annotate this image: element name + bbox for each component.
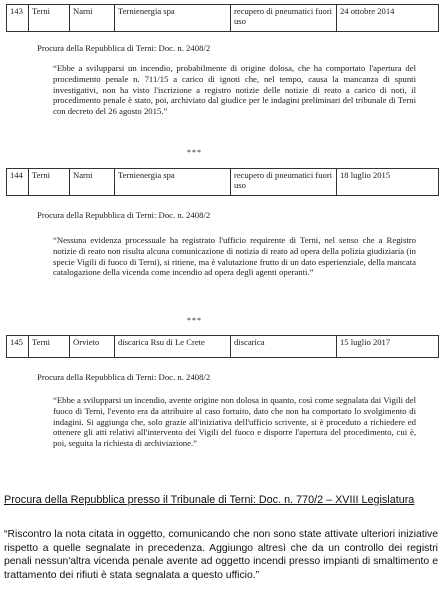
quote-text: “Nessuna evidenza processuale ha registrato l'ufficio requirente di Terni, nel senso che a Registro notizie di reato non risulta alcuna comunicazione di notizia di reato ad opera della polizia giudiziaria (in specie Vigili di fuoco di Terni), si ritiene, ma è valutazione frutto di un dato esperienziale, della mancata catalogazione della vicenda come incendio ad opera degli agenti operanti.” <box>53 235 416 278</box>
source-citation: Procura della Repubblica di Terni: Doc. n. 2408/2 <box>37 210 211 220</box>
record-number: 143 <box>7 5 29 32</box>
record-date: 18 luglio 2015 <box>337 169 439 196</box>
table-row <box>7 169 439 196</box>
table-row <box>7 336 439 358</box>
record-activity: discarica <box>231 336 337 358</box>
record-municipality: Narni <box>70 169 115 196</box>
record-activity: recupero di pneumatici fuori uso <box>231 5 337 32</box>
record-municipality: Narni <box>70 5 115 32</box>
record-province: Terni <box>29 169 70 196</box>
record-table <box>6 335 439 358</box>
record-date: 15 luglio 2017 <box>337 336 439 358</box>
table-row <box>7 5 439 32</box>
record-number: 145 <box>7 336 29 358</box>
section-separator: *** <box>187 316 202 325</box>
record-facility: discarica Rsu di Le Crete <box>115 336 231 358</box>
record-facility: Ternienergia spa <box>115 5 231 32</box>
section-separator: *** <box>187 148 202 157</box>
quote-text: “Ebbe a svilupparsi un incendio, probabilmente di origine dolosa, che ha comportato l'apertura del procedimento penale n. 711/15 a carico di ignoti che, nel tempo, causa la mancanza di spunti investigativi, non ha visto l'iscrizione a registro notizie delle notizie di reato a carico di noti, il procedimento penale è stato, poi, archiviato dal giudice per le indagini preliminari del tribunale di Terni con decreto del 26 agosto 2015.” <box>53 63 416 117</box>
source-citation: Procura della Repubblica di Terni: Doc. n. 2408/2 <box>37 43 211 53</box>
record-province: Terni <box>29 5 70 32</box>
record-date: 24 ottobre 2014 <box>337 5 439 32</box>
record-facility: Ternienergia spa <box>115 169 231 196</box>
record-number: 144 <box>7 169 29 196</box>
record-municipality: Orvieto <box>70 336 115 358</box>
source-citation: Procura della Repubblica di Terni: Doc. n. 2408/2 <box>37 372 211 382</box>
record-table <box>6 4 439 32</box>
record-province: Terni <box>29 336 70 358</box>
record-table <box>6 168 439 196</box>
record-activity: recupero di pneumatici fuori uso <box>231 169 337 196</box>
section-heading: Procura della Repubblica presso il Tribunale di Terni: Doc. n. 770/2 – XVIII Legislatura <box>4 494 415 506</box>
quote-text: “Riscontro la nota citata in oggetto, comunicando che non sono state attivate ulteriori iniziative rispetto a quelle segnalate in precedenza. Aggiungo altresì che da un controllo dei registri penali nessun'altra vicenda penale avente ad oggetto incendi presso impianti di smaltimento e trattamento dei rifiuti è stata segnalata a questo ufficio.” <box>4 529 438 581</box>
quote-text: “Ebbe a svilupparsi un incendio, avente origine non dolosa in quanto, così come segnalata dai Vigili del fuoco di Terni, l'evento era da attribuire al caso fortuito, dato che non ha comportato lo svolgimento di indagini. Si aggiunga che, solo grazie all'iniziativa dell'ufficio scrivente, si è proceduto a richiedere ed ottenere gli atti relativi all'intervento dei Vigili del fuoco e disporre l'apertura del procedimento, cui è, poi, seguita la richiesta di archiviazione.” <box>53 395 416 449</box>
